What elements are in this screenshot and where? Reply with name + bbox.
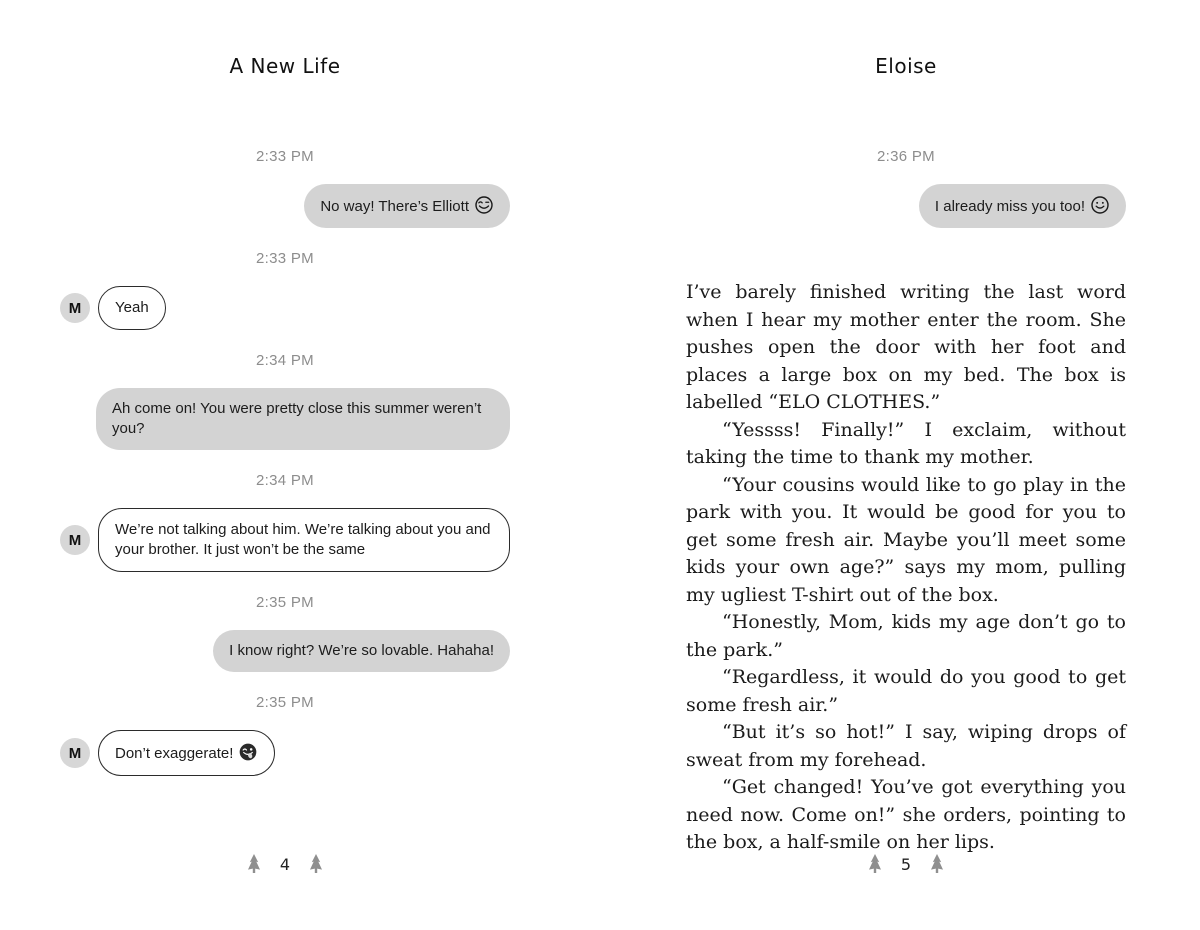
prose-paragraph: “Honestly, Mom, kids my age don’t go to the park.” [686,611,1126,661]
message-group [60,351,510,450]
message-group [60,471,510,572]
page-number: 4 [279,854,291,874]
message-timestamp: 2:34 PM [256,472,314,489]
prose-paragraph: “Regardless, it would do you good to get some fresh air.” [686,666,1126,716]
prose-paragraph: “Yessss! Finally!” I exclaim, without taking the time to thank my mother. [686,418,1126,468]
prose-paragraph: I’ve barely finished writing the last word when I hear my mother enter the room. She pushes open the door with her foot and places a large box on my bed. The box is labelled “ELO CLOTHES.” [686,281,1126,413]
chapter-title: Eloise [875,54,937,78]
message-group [60,693,510,776]
page-footer-left [60,854,510,874]
tree-icon [930,854,944,874]
page-number: 5 [900,854,912,874]
message-timestamp: 2:35 PM [256,594,314,611]
message-group [60,593,510,672]
smiley-emoji [1090,195,1110,215]
message-bubble-sent: Ah come on! You were pretty close this summer weren’t you? [96,388,510,450]
tree-icon [868,854,882,874]
message-row-sent [60,630,510,672]
message-timestamp: 2:34 PM [256,352,314,369]
message-group [60,147,510,228]
message-group [686,147,1126,228]
story-text [686,279,1126,857]
message-timestamp: 2:33 PM [256,148,314,165]
tongue-out-emoji [238,742,258,762]
message-bubble-sent: I already miss you too! [919,184,1126,228]
prose-paragraph: “Your cousins would like to go play in the park with you. It would be good for you to get some fresh air. Maybe you’ll meet some kids your own age?” says my mom, pulling my ugliest T-shirt out of the box. [686,473,1126,606]
message-row-sent [60,184,510,228]
chat-thread-left [60,147,510,776]
message-row-received [60,730,510,776]
message-timestamp: 2:33 PM [256,250,314,267]
message-group [60,249,510,330]
message-bubble-received: Don’t exaggerate! [98,730,275,776]
chapter-title: A New Life [229,54,341,78]
chat-thread-right [686,147,1126,228]
avatar: M [60,293,90,323]
message-bubble-sent: No way! There’s Elliott [304,184,510,228]
message-row-sent [686,184,1126,228]
page-right [600,0,1200,930]
tree-icon [309,854,323,874]
avatar: M [60,738,90,768]
tree-icon [247,854,261,874]
avatar: M [60,525,90,555]
message-timestamp: 2:36 PM [877,148,935,165]
prose-paragraph: “But it’s so hot!” I say, wiping drops of sweat from my forehead. [686,721,1126,771]
wink-grin-emoji [474,195,494,215]
message-row-sent [60,388,510,450]
message-bubble-sent: I know right? We’re so lovable. Hahaha! [213,630,510,672]
message-bubble-received: We’re not talking about him. We’re talking about you and your brother. It just won’t be the same [98,508,510,572]
prose-paragraph: “Get changed! You’ve got everything you need now. Come on!” she orders, pointing to the box, a half-smile on her lips. [686,776,1126,853]
message-timestamp: 2:35 PM [256,694,314,711]
message-bubble-received: Yeah [98,286,166,330]
page-footer-right [686,854,1126,874]
message-row-received [60,508,510,572]
message-row-received [60,286,510,330]
